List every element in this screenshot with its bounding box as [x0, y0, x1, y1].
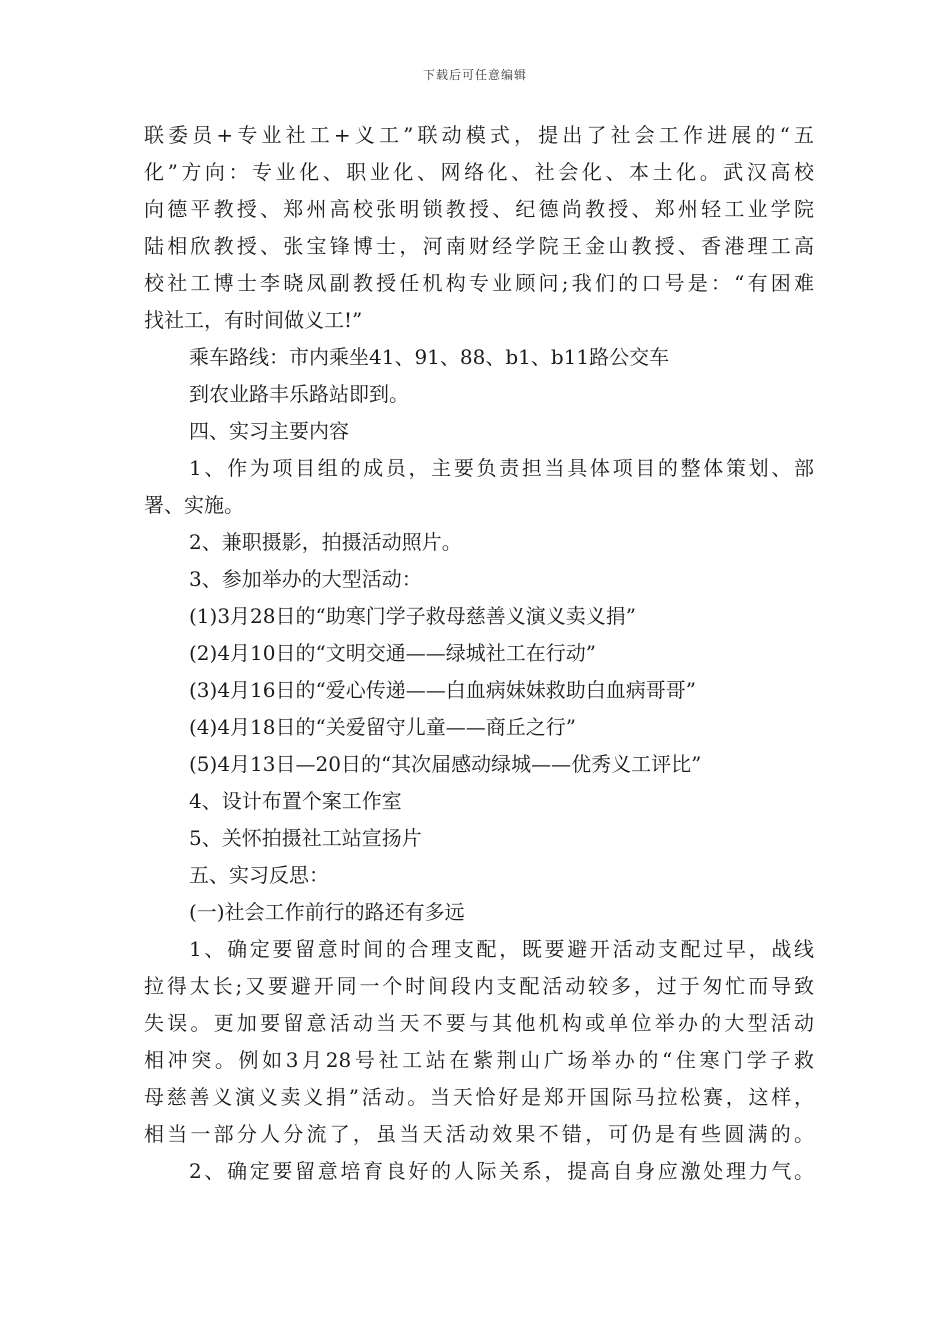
text-line: 陆相欣教授、张宝锋博士，河南财经学院王金山教授、香港理工高 — [144, 234, 814, 258]
text-line: 校社工博士李晓凤副教授任机构专业顾问;我们的口号是：“有困难 — [144, 271, 814, 295]
text-line: 署、实施。 — [144, 493, 244, 517]
text-line: 乘车路线：市内乘坐41、91、88、b1、b11路公交车 — [189, 345, 670, 369]
page-header-note: 下载后可任意编辑 — [422, 68, 527, 82]
text-line: 化”方向：专业化、职业化、网络化、社会化、本土化。武汉高校 — [144, 160, 814, 184]
text-line: (2)4月10日的“文明交通——绿城社工在行动” — [189, 641, 596, 665]
text-line: (3)4月16日的“爱心传递——白血病妹妹救助白血病哥哥” — [189, 678, 696, 702]
text-line: 找社工，有时间做义工!” — [144, 308, 363, 332]
document-body — [144, 117, 814, 1190]
text-line: 1、确定要留意时间的合理支配，既要避开活动支配过早，战线 — [189, 937, 814, 961]
text-line: (5)4月13日—20日的“其次届感动绿城——优秀义工评比” — [189, 752, 702, 776]
text-line: (一)社会工作前行的路还有多远 — [189, 900, 465, 924]
text-line: 四、实习主要内容 — [189, 419, 349, 443]
text-line: 相冲突。例如3月28号社工站在紫荆山广场举办的“住寒门学子救 — [144, 1048, 814, 1072]
text-line: 5、关怀拍摄社工站宣扬片 — [189, 826, 422, 850]
text-line: 4、设计布置个案工作室 — [189, 789, 402, 813]
text-line: (4)4月18日的“关爱留守儿童——商丘之行” — [189, 715, 576, 739]
text-line: 失误。更加要留意活动当天不要与其他机构或单位举办的大型活动 — [144, 1011, 814, 1035]
text-line: 拉得太长;又要避开同一个时间段内支配活动较多，过于匆忙而导致 — [144, 974, 814, 998]
text-line: 相当一部分人分流了，虽当天活动效果不错，可仍是有些圆满的。 — [144, 1122, 814, 1146]
text-line: 五、实习反思： — [189, 863, 329, 887]
text-line: 向德平教授、郑州高校张明锁教授、纪德尚教授、郑州轻工业学院 — [144, 197, 814, 221]
text-line: 母慈善义演义卖义捐”活动。当天恰好是郑开国际马拉松赛，这样， — [144, 1085, 814, 1109]
text-line: 1、作为项目组的成员，主要负责担当具体项目的整体策划、部 — [189, 456, 814, 480]
text-line: 3、参加举办的大型活动： — [189, 567, 422, 591]
text-line: 联委员+专业社工+义工”联动模式，提出了社会工作进展的“五 — [144, 123, 814, 147]
text-line: (1)3月28日的“助寒门学子救母慈善义演义卖义捐” — [189, 604, 636, 628]
text-line: 2、兼职摄影，拍摄活动照片。 — [189, 530, 462, 554]
text-line: 2、确定要留意培育良好的人际关系，提高自身应激处理力气。 — [189, 1159, 814, 1183]
text-line: 到农业路丰乐路站即到。 — [189, 382, 409, 406]
